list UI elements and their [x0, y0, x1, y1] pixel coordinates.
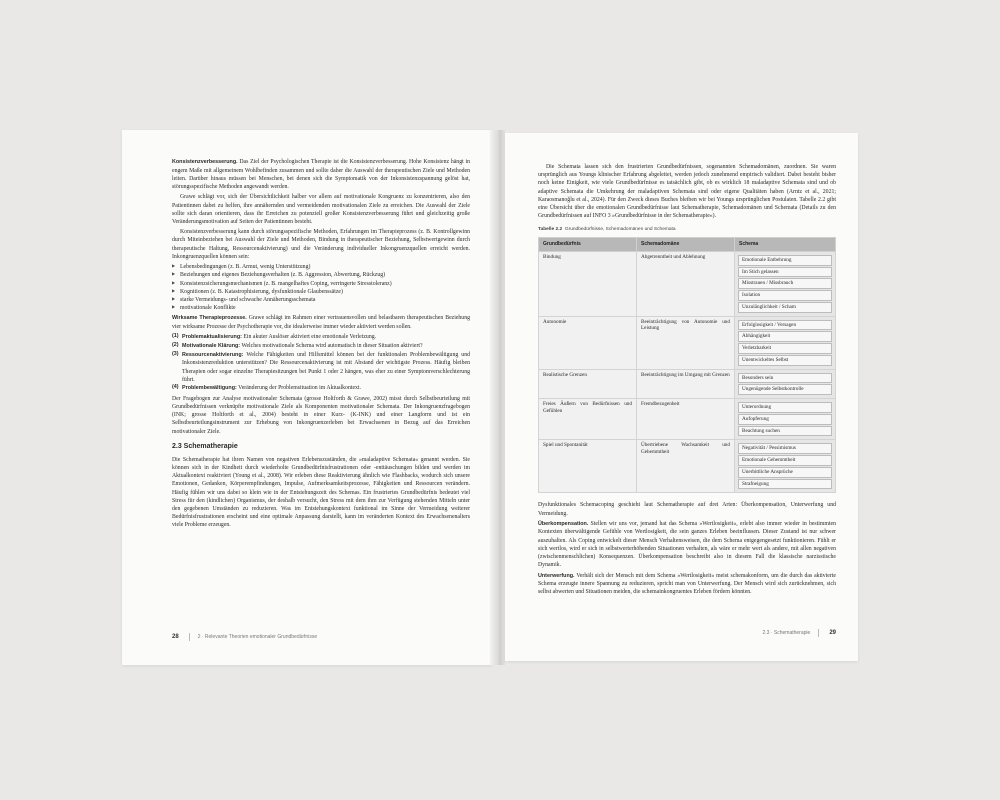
schema-item: Isolation	[738, 290, 832, 301]
need-cell: Autonomie	[539, 316, 637, 369]
right-page	[505, 133, 858, 661]
paragraph-overcompensation: Überkompensation. Stellen wir uns vor, jemand hat das Schema »Wertlosigkeit«, erlebt also immer wieder in bestimmten Kontexten überwältigende Gefühle von Wertlosigkeit, die sein ganzes Erleben beeinflussen. Dieser Zustand ist nur schwer auszuhalten. Als Coping entwickelt dieser Mensch Verhaltensweisen, die dem Schema entgegengesetzt funktionieren. Fühlt er sich wertlos, wird er sich in selbstwerterhöhenden Situationen verhalten, als wäre er mehr wert als andere, mit allen negativen (zwischenmenschlichen) Konsequenzen. Überkompensation beschreibt also in diesem Fall die klassische narzisstische Dynamik.	[538, 520, 836, 569]
schema-item: Ungenügende Selbstkontrolle	[738, 384, 832, 395]
paragraph-coping: Dysfunktionales Schemacoping geschieht laut Schematherapie auf drei Arten: Überkompensation, Unterwerfung und Vermeidung.	[538, 502, 836, 517]
table-row	[539, 440, 836, 493]
paragraph-therapy-processes: Wirksame Therapieprozesse. Grawe schlägt im Rahmen einer vertrauensvollen und belastbaren therapeutischen Beziehung vier wirksame Prozesse der Psychotherapie vor, die idealerweise immer wieder aktiviert werden sollen.	[172, 315, 470, 331]
column-header: Grundbedürfnis	[539, 238, 637, 252]
right-page-content	[538, 163, 836, 599]
domain-cell: Übertriebene Wachsamkeit und Gehemmtheit	[637, 440, 735, 493]
list-item: ▶ Beziehungen und eigenes Beziehungsverhalten (z. B. Aggression, Abwertung, Rückzug)	[172, 271, 470, 279]
schema-cell	[735, 251, 836, 316]
section-heading: 2.3 Schematherapie	[172, 442, 238, 450]
left-page	[122, 130, 492, 665]
domain-cell: Fremdbezogenheit	[637, 399, 735, 440]
table-row	[539, 316, 836, 369]
inconsistency-sources-list	[172, 263, 470, 312]
domain-cell: Beeinträchtigung von Autonomie und Leistung	[637, 316, 735, 369]
paragraph-submission: Unterwerfung. Verhält sich der Mensch mit dem Schema »Wertlosigkeit« meist schemakonform, um die durch das aktivierte Schema erzeugte innere Spannung zu reduzieren, spricht man von Unterwerfung. Der Mensch wird sich zurücknehmen, sich selbst abwerten und Situationen meiden, die schemainkongruentes Erleben fördern könnten.	[538, 572, 836, 596]
schema-item: Erfolglosigkeit / Versagen	[738, 320, 832, 331]
schema-item: Unerbittliche Ansprüche	[738, 467, 832, 478]
left-page-content	[172, 158, 470, 532]
list-item: ▶ Lebensbedingungen (z. B. Armut, wenig Unterstützung)	[172, 263, 470, 271]
page-number: 29	[829, 630, 836, 636]
paragraph-consistency: Konsistenzverbesserung. Das Ziel der Psychologischen Therapie ist die Konsistenzverbesserung. Hohe Konsistenz hängt in engem Maße mit allgemeinem Wohlbefinden zusammen und sollte daher die Auswahl der therapeutischen Ziele und Methoden leiten. Darüber hinaus müssen bei Menschen, bei denen sich die Symptomatik von der Inkonsistenzspannung gelöst hat, störungsspezifische Methoden angewandt werden.	[172, 159, 470, 191]
schema-item: Unzulänglichkeit / Scham	[738, 302, 832, 313]
schema-item: Besonders sein	[738, 373, 832, 384]
list-item: (3) Ressourcenaktivierung: Welche Fähigkeiten und Hilfsmittel können bei der funktionalen Problembewältigung und Inkonsistenzreduktion unterstützen? Die Ressourcenaktivierung ist mit Abstand der wichtigste Prozess. Häufig bleiben Therapien oder sogar einzelne Therapiesitzungen bei Punkt 1 oder 2 hängen, was eher zu einer Symptomverschlechterung führt.	[172, 350, 470, 383]
column-header: Schemadomäne	[637, 238, 735, 252]
schema-cell	[735, 440, 836, 493]
schema-cell	[735, 316, 836, 369]
running-header: 2 · Relevante Theorien emotionaler Grundbedürfnisse	[197, 634, 318, 640]
table-row	[539, 369, 836, 399]
column-header: Schema	[735, 238, 836, 252]
paragraph-grawe: Grawe schlägt vor, sich der Übersichtlichkeit halber vor allem auf motivationale Kongruenz zu konzentrieren, also den Patientinnen dabei zu helfen, ihre annähernden und vermeidenden motivationalen Ziele zu erreichen. Die Auswahl der Ziele sollte sich daran orientieren, dass ihr Erreichen zu potenziell großer Konsistenzverbesserung führt und gleichzeitig große Veränderungsmotivation auf Seiten der Patientinnen besteht.	[172, 194, 470, 225]
table-row	[539, 251, 836, 316]
schema-cell	[735, 399, 836, 440]
schema-item: Beachtung suchen	[738, 426, 832, 437]
domain-cell: Beeinträchtigung im Umgang mit Grenzen	[637, 369, 735, 399]
schema-item: Negativität / Pessimismus	[738, 443, 832, 454]
paragraph-inconsistency-sources: Konsistenzverbesserung kann durch störungsspezifische Methoden, Erfahrungen im Therapieprozess (z. B. Kontrollgewinn durch Miteinbeziehen bei Auswahl der Ziele und Methoden, Bindung in therapeutischer Beziehung, Selbstwertgewinn durch therapeutische Haltung, Ressourcenaktivierung) und die Veränderung individueller Inkongruenzquellen erreicht werden. Inkongruenzquellen können sein:	[172, 229, 470, 260]
paragraph-schema-domains: Die Schemata lassen sich den frustrierten Grundbedürfnissen, sogenannten Schemadomänen, zuordnen. Sie waren ursprünglich aus Youngs klinischer Erfahrung abgeleitet, werden jedoch zunehmend empirisch validiert. Dabei besteht bisher noch keine Einigkeit, wie viele Grundbedürfnisse es tatsächlich gibt, ob es wirklich 18 maladaptive Schemata sind und ob adaptive Schemata die Umkehrung der maladaptiven Schemata sind oder eigene Qualitäten haben (Arntz et al., 2021; Karaosmanoğlu et al., 2024). Für den Zweck dieses Buches bleiben wir bei Youngs ursprünglichen Postulaten. Tabelle 2.2 gibt eine Übersicht über die emotionalen Grundbedürfnisse laut Schematherapie, Schemadomänen und Schemata (Details zu den Grundbedürfnissen auf INFO 3 »Grundbedürfnisse in der Schematherapie«).	[538, 164, 836, 220]
table-row	[539, 399, 836, 440]
schema-item: Verletzbarkeit	[738, 343, 832, 354]
table-header-row	[539, 238, 836, 252]
schema-item: Unentwickeltes Selbst	[738, 355, 832, 366]
need-cell: Bindung	[539, 251, 637, 316]
schema-item: Aufopferung	[738, 414, 832, 425]
list-item: (1) Problemaktualisierung: Ein akuter Auslöser aktiviert eine emotionale Verletzung.	[172, 333, 377, 341]
schema-cell	[735, 369, 836, 399]
list-item: ▶ Konsistenzsicherungsmechanismen (z. B. mangelhaftes Coping, verringerte Stresstoleranz)	[172, 280, 470, 288]
paragraph-schema-therapy: Die Schematherapie hat ihren Namen von negativen Erlebenszuständen, die »maladaptive Schemata« genannt werden. Sie können sich in der Kindheit durch wiederholte Grundbedürfnisfrustrationen oder -enttäuschungen bilden und werden im Aktualkontext reaktiviert (Young et al., 2008). Wir erleben diese Reaktivierung ähnlich wie Flashbacks, wodurch sich unsere Emotionen, Gedanken, Körperempfindungen, Impulse, Aufmerksamkeitsprozesse, Fähigkeiten und Ressourcen verändern. Häufig fühlen wir uns dabei so klein wie in der Entstehungszeit des Schemas. Ein frustriertes Grundbedürfnis bedeutet viel Stress für den (kindlichen) Organismus, der deshalb versucht, den Stress mit dem ihm zur Verfügung stehenden Mitteln unter den gegebenen Umständen zu reduzieren. Was im Entstehungskontext funktional im Sinne der Vermeidung weiterer Bedürfnisfrustrationen erscheint und eine optimale Anpassung darstellt, kann im veränderten Kontext des Erwachsenenalters viele Probleme erzeugen.	[172, 456, 470, 529]
schema-item: Misstrauen / Missbrauch	[738, 278, 832, 289]
page-number: 28	[172, 634, 179, 640]
therapy-process-list	[172, 333, 470, 392]
schema-item: Im Stich gelassen	[738, 267, 832, 278]
list-item: (4) Problembewältigung: Veränderung der Problemsituation im Aktualkontext.	[172, 383, 361, 391]
right-page-footer	[538, 629, 836, 637]
need-cell: Freies Äußern von Bedürfnissen und Gefühlen	[539, 399, 637, 440]
domain-cell: Abgetrenntheit und Ablehnung	[637, 251, 735, 316]
footer-divider	[818, 629, 819, 637]
list-item: ▶ starke Vermeidungs- und schwache Annäherungsschemata	[172, 296, 470, 304]
left-page-footer	[172, 633, 470, 641]
schema-item: Emotionale Entbehrung	[738, 255, 832, 266]
list-item: (2) Motivationale Klärung: Welches motivationale Schema wird automatisch in dieser Situation aktiviert?	[172, 341, 423, 349]
table-caption: Tabelle 2.2 Grundbedürfnisse, Schemadomänen und Schemata	[538, 226, 676, 232]
paragraph-questionnaire: Der Fragebogen zur Analyse motivationaler Schemata (grosse Holtforth & Grawe, 2002) misst durch Selbstbeurteilung mit Grundbedürfnissen verknüpfte motivationale Ziele als Komponenten motivationaler Schemata. Der Inkongruenzfragebogen (INK; grosse Holtforth et al., 2004) besteht in einer Kurz- (K-INK) und einer Langform und ist ein Selbstbeurteilungsinstrument zur Erhebung von Inkongruenzerleben bei Erwachsenen in Bezug auf das Erreichen motivationaler Ziele.	[172, 395, 470, 435]
schema-item: Emotionale Gehemmtheit	[738, 455, 832, 466]
schema-item: Strafneigung	[738, 479, 832, 490]
list-item: ▶ motivationale Konflikte	[172, 304, 470, 312]
schema-table	[538, 237, 836, 493]
schema-item: Abhängigkeit	[738, 331, 832, 342]
running-header: 2.3 · Schematherapie	[762, 630, 811, 636]
list-item: ▶ Kognitionen (z. B. Katastrophisierung, dysfunktionale Glaubenssätze)	[172, 288, 470, 296]
schema-item: Unterordnung	[738, 402, 832, 413]
need-cell: Spiel und Spontanität	[539, 440, 637, 493]
need-cell: Realistische Grenzen	[539, 369, 637, 399]
footer-divider	[189, 633, 190, 641]
